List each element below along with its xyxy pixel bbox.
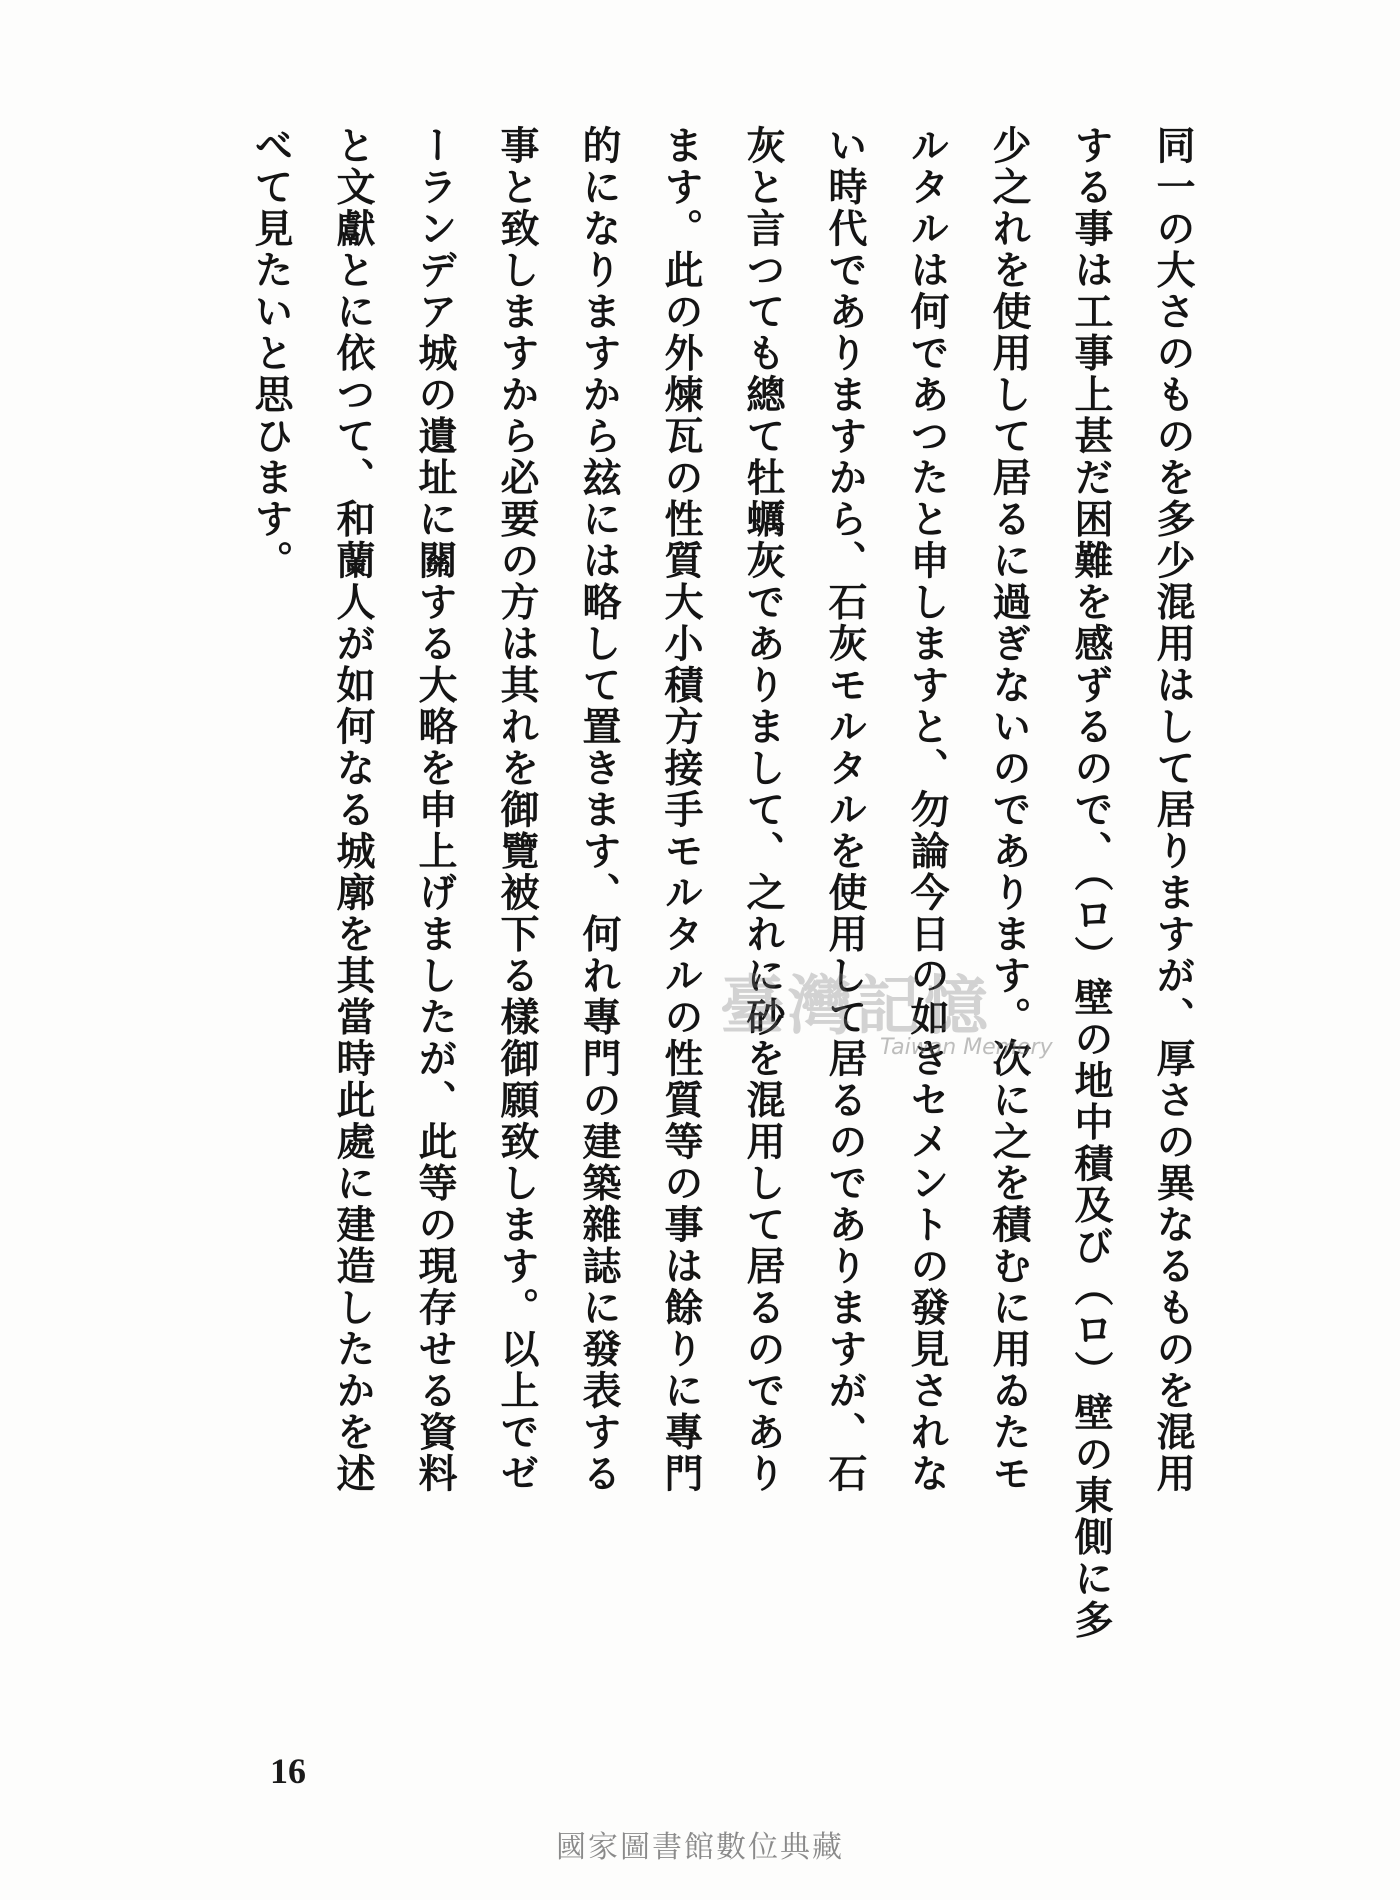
text-column-10: ーランデア城の遺址に關する大略を申上げましたが、此等の現存せる資料 bbox=[412, 125, 458, 1495]
text-column-3: 少之れを使用して居るに過ぎないのであります。次に之を積むに用ゐたモ bbox=[986, 125, 1032, 1495]
text-column-2: する事は工事上甚だ困難を感ずるので、（ロ）壁の地中積及び（ロ）壁の東側に多 bbox=[1068, 125, 1114, 1641]
text-column-6: 灰と言つても總て牡蠣灰でありまして、之れに砂を混用して居るのであり bbox=[740, 125, 786, 1495]
text-column-1: 同一の大さのものを多少混用はして居りますが、厚さの異なるものを混用 bbox=[1150, 125, 1196, 1495]
watermark-caption: Taiwan Memory bbox=[880, 1035, 1053, 1060]
text-column-8: 的になりますから玆には略して置きます、何れ專門の建築雜誌に發表する bbox=[576, 125, 622, 1495]
vertical-text-body bbox=[242, 125, 1202, 1685]
text-column-4: ルタルは何であつたと申しますと、勿論今日の如きセメントの發見されな bbox=[904, 125, 950, 1495]
text-column-5: い時代でありますから、石灰モルタルを使用して居るのでありますが、石 bbox=[822, 125, 868, 1495]
text-column-7: ます。此の外煉瓦の性質大小積方接手モルタルの性質等の事は餘りに專門 bbox=[658, 125, 704, 1495]
text-column-12: べて見たいと思ひます。 bbox=[248, 125, 294, 582]
page-number: 16 bbox=[270, 1751, 306, 1791]
library-footer: 國家圖書館數位典藏 bbox=[556, 1830, 844, 1865]
text-column-11: と文獻とに依つて、和蘭人が如何なる城廓を其當時此處に建造したかを述 bbox=[330, 125, 376, 1495]
watermark-seal: 臺灣記憶 bbox=[720, 969, 992, 1044]
text-column-9: 事と致しますから必要の方は其れを御覽被下る樣御願致します。以上でゼ bbox=[494, 125, 540, 1495]
